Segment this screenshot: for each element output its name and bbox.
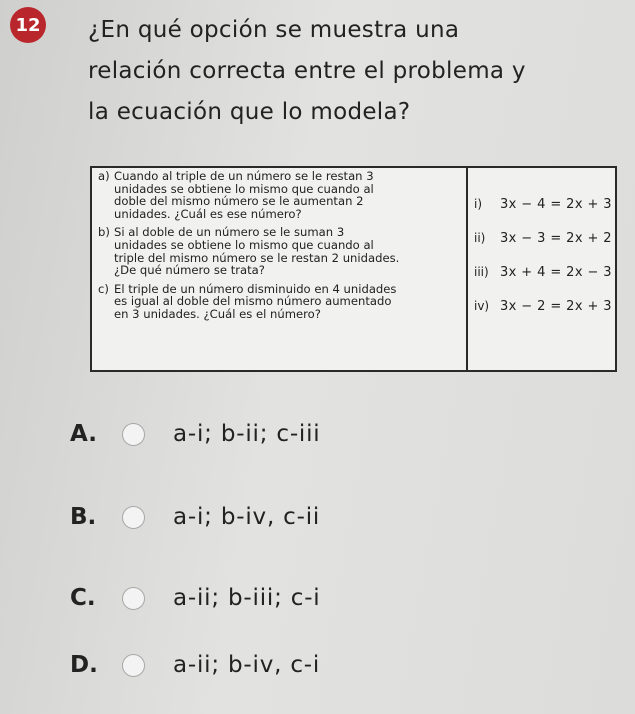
question-line: la ecuación que lo modela? bbox=[88, 99, 411, 125]
option-letter: D. bbox=[70, 652, 98, 678]
problem-line: es igual al doble del mismo número aumentado bbox=[114, 294, 392, 309]
problem-line: unidades. ¿Cuál es ese número? bbox=[114, 206, 302, 221]
problem-label: a) bbox=[98, 169, 110, 183]
problem-line: unidades se obtiene lo mismo que cuando al bbox=[114, 237, 374, 252]
equations-column bbox=[467, 167, 616, 371]
option-a[interactable] bbox=[70, 414, 321, 454]
problem-b bbox=[98, 226, 462, 276]
equation-expression: 3x − 2 = 2x + 3 bbox=[500, 298, 612, 314]
option-radio[interactable] bbox=[122, 423, 145, 446]
question-text bbox=[88, 10, 618, 133]
option-text: a-i; b-iv, c-ii bbox=[173, 504, 321, 530]
problem-line: Cuando al triple de un número se le restan 3 bbox=[114, 169, 374, 183]
option-letter: C. bbox=[70, 585, 96, 611]
question-line: relación correcta entre el problema y bbox=[88, 58, 526, 84]
question-number-badge: 12 bbox=[10, 7, 46, 43]
problem-line: triple del mismo número se le restan 2 unidades. bbox=[114, 250, 400, 265]
option-text: a-ii; b-iii; c-i bbox=[173, 585, 321, 611]
option-radio[interactable] bbox=[122, 654, 145, 677]
equation-i bbox=[474, 187, 615, 221]
option-radio[interactable] bbox=[122, 506, 145, 529]
equation-label: iii) bbox=[474, 265, 489, 279]
equation-label: iv) bbox=[474, 299, 490, 313]
equation-expression: 3x − 4 = 2x + 3 bbox=[500, 196, 612, 212]
equation-ii bbox=[474, 221, 615, 255]
equation-expression: 3x − 3 = 2x + 2 bbox=[500, 230, 612, 246]
problem-line: ¿De qué número se trata? bbox=[114, 263, 265, 278]
equation-iii bbox=[474, 255, 615, 289]
problem-label: b) bbox=[98, 225, 110, 240]
equation-expression: 3x + 4 = 2x − 3 bbox=[500, 264, 612, 280]
option-letter: A. bbox=[70, 421, 97, 447]
problem-line: El triple de un número disminuido en 4 unidades bbox=[114, 281, 397, 296]
option-text: a-i; b-ii; c-iii bbox=[173, 421, 321, 447]
equation-label: i) bbox=[474, 197, 483, 211]
problem-a bbox=[98, 170, 462, 220]
option-d[interactable] bbox=[70, 645, 320, 685]
problem-line: unidades se obtiene lo mismo que cuando al bbox=[114, 181, 374, 196]
option-letter: B. bbox=[70, 504, 97, 530]
problem-c bbox=[98, 283, 462, 321]
problem-label: c) bbox=[98, 281, 109, 296]
problem-line: Si al doble de un número se le suman 3 bbox=[114, 225, 345, 240]
equation-label: ii) bbox=[474, 231, 486, 245]
problems-column bbox=[91, 167, 467, 371]
problem-equation-table bbox=[90, 166, 617, 372]
option-text: a-ii; b-iv, c-i bbox=[173, 652, 321, 678]
option-b[interactable] bbox=[70, 497, 320, 537]
option-radio[interactable] bbox=[122, 587, 145, 610]
question-line: ¿En qué opción se muestra una bbox=[88, 17, 460, 43]
option-c[interactable] bbox=[70, 578, 321, 618]
equation-iv bbox=[474, 289, 615, 323]
problem-line: en 3 unidades. ¿Cuál es el número? bbox=[114, 306, 321, 321]
problem-line: doble del mismo número se le aumentan 2 bbox=[114, 194, 364, 209]
